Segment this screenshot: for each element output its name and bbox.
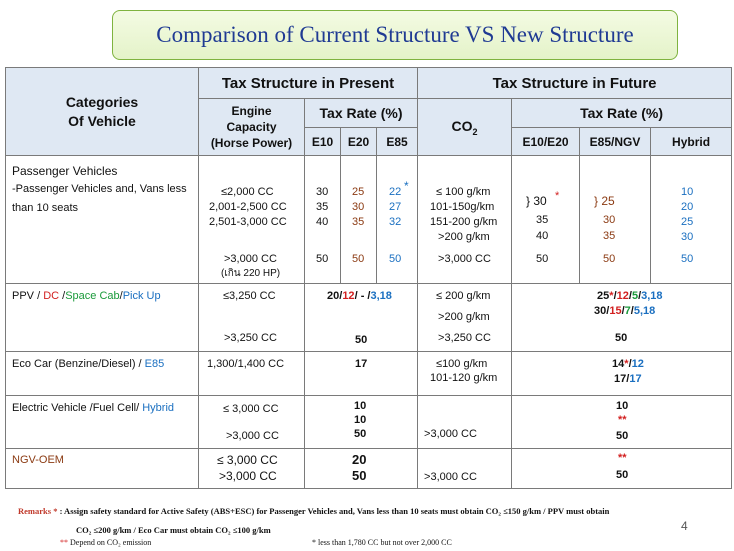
future-header: Tax Structure in Future (418, 68, 732, 99)
e10-header: E10 (305, 128, 341, 156)
present-tax-rate-header: Tax Rate (%) (305, 99, 418, 128)
e20-header: E20 (341, 128, 377, 156)
passenger-engine: ≤2,000 CC 2,001-2,500 CC 2,501-3,000 CC >3,000 CC (เกิน 220 HP) (199, 156, 305, 284)
ppv-co2: ≤ 200 g/km >200 g/km >3,250 CC (418, 284, 512, 352)
e85ngv-header: E85/NGV (580, 128, 651, 156)
passenger-category: Passenger Vehicles -Passenger Vehicles and, Vans less than 10 seats (6, 156, 199, 284)
future-tax-rate-header: Tax Rate (%) (512, 99, 732, 128)
ppv-category: PPV / DC /Space Cab/Pick Up (6, 284, 199, 352)
table-row (6, 396, 732, 449)
eco-future: 14*/12 17/17 (512, 352, 732, 396)
ngv-engine: ≤ 3,000 CC >3,000 CC (199, 449, 305, 489)
ev-engine: ≤ 3,000 CC >3,000 CC (199, 396, 305, 449)
ngv-co2: >3,000 CC (418, 449, 512, 489)
page-number: 4 (681, 519, 688, 533)
co2-header: $CO_2$ (418, 99, 512, 156)
remark-note-cc: * less than 1,780 CC but not over 2,000 CC (312, 538, 452, 547)
engine-capacity-header: Engine Capacity (Horse Power) (199, 99, 305, 156)
eco-present: 17 (305, 352, 418, 396)
ppv-engine: ≤3,250 CC >3,250 CC (199, 284, 305, 352)
ppv-future: 25*/12/5/3,18 30/15/7/5,18 50 (512, 284, 732, 352)
ev-co2: >3,000 CC (418, 396, 512, 449)
passenger-e85ngv: } 25 30 35 50 (580, 156, 651, 284)
ev-category: Electric Vehicle /Fuel Cell/ Hybrid (6, 396, 199, 449)
passenger-e20: 25 30 35 50 (341, 156, 377, 284)
ngv-category: NGV-OEM (6, 449, 199, 489)
eco-engine: 1,300/1,400 CC (199, 352, 305, 396)
e10e20-header: E10/E20 (512, 128, 580, 156)
categories-header: Categories Of Vehicle (6, 68, 199, 156)
ngv-future: ** 50 (512, 449, 732, 489)
passenger-co2: ≤ 100 g/km 101-150g/km 151-200 g/km >200 g/km >3,000 CC (418, 156, 512, 284)
present-header: Tax Structure in Present (199, 68, 418, 99)
hybrid-header: Hybrid (651, 128, 732, 156)
e85-header: E85 (377, 128, 418, 156)
eco-category: Eco Car (Benzine/Diesel) / E85 (6, 352, 199, 396)
passenger-e85: 22 * 27 32 50 (377, 156, 418, 284)
page-title: Comparison of Current Structure VS New Structure (156, 22, 634, 47)
remarks: Remarks * : Assign safety standard for Active Safety (ABS+ESC) for Passenger Vehicles and, Vans less than 10 seats must obtain CO₂ ≤150 g/km / PPV must obtain CO₂ ≤200 g/km / Eco Car must obtain CO₂ ≤100 g/km (18, 506, 610, 535)
tax-comparison-table (5, 67, 732, 489)
ev-future: 10 ** 50 (512, 396, 732, 449)
table-row (6, 352, 732, 396)
eco-co2: ≤100 g/km 101-120 g/km (418, 352, 512, 396)
remark-note-emission: ** Depend on CO₂ emission (60, 538, 152, 547)
table-row (6, 156, 732, 284)
ngv-present: 20 50 (305, 449, 418, 489)
ppv-present: 20/12/ - /3,18 50 (305, 284, 418, 352)
passenger-hybrid: 10 20 25 30 50 (651, 156, 732, 284)
table-row (6, 449, 732, 489)
table-row (6, 284, 732, 352)
passenger-e10: 30 35 40 50 (305, 156, 341, 284)
title-banner (112, 10, 678, 60)
passenger-e10e20: } 30 * 35 40 50 (512, 156, 580, 284)
ev-present: 10 10 50 (305, 396, 418, 449)
